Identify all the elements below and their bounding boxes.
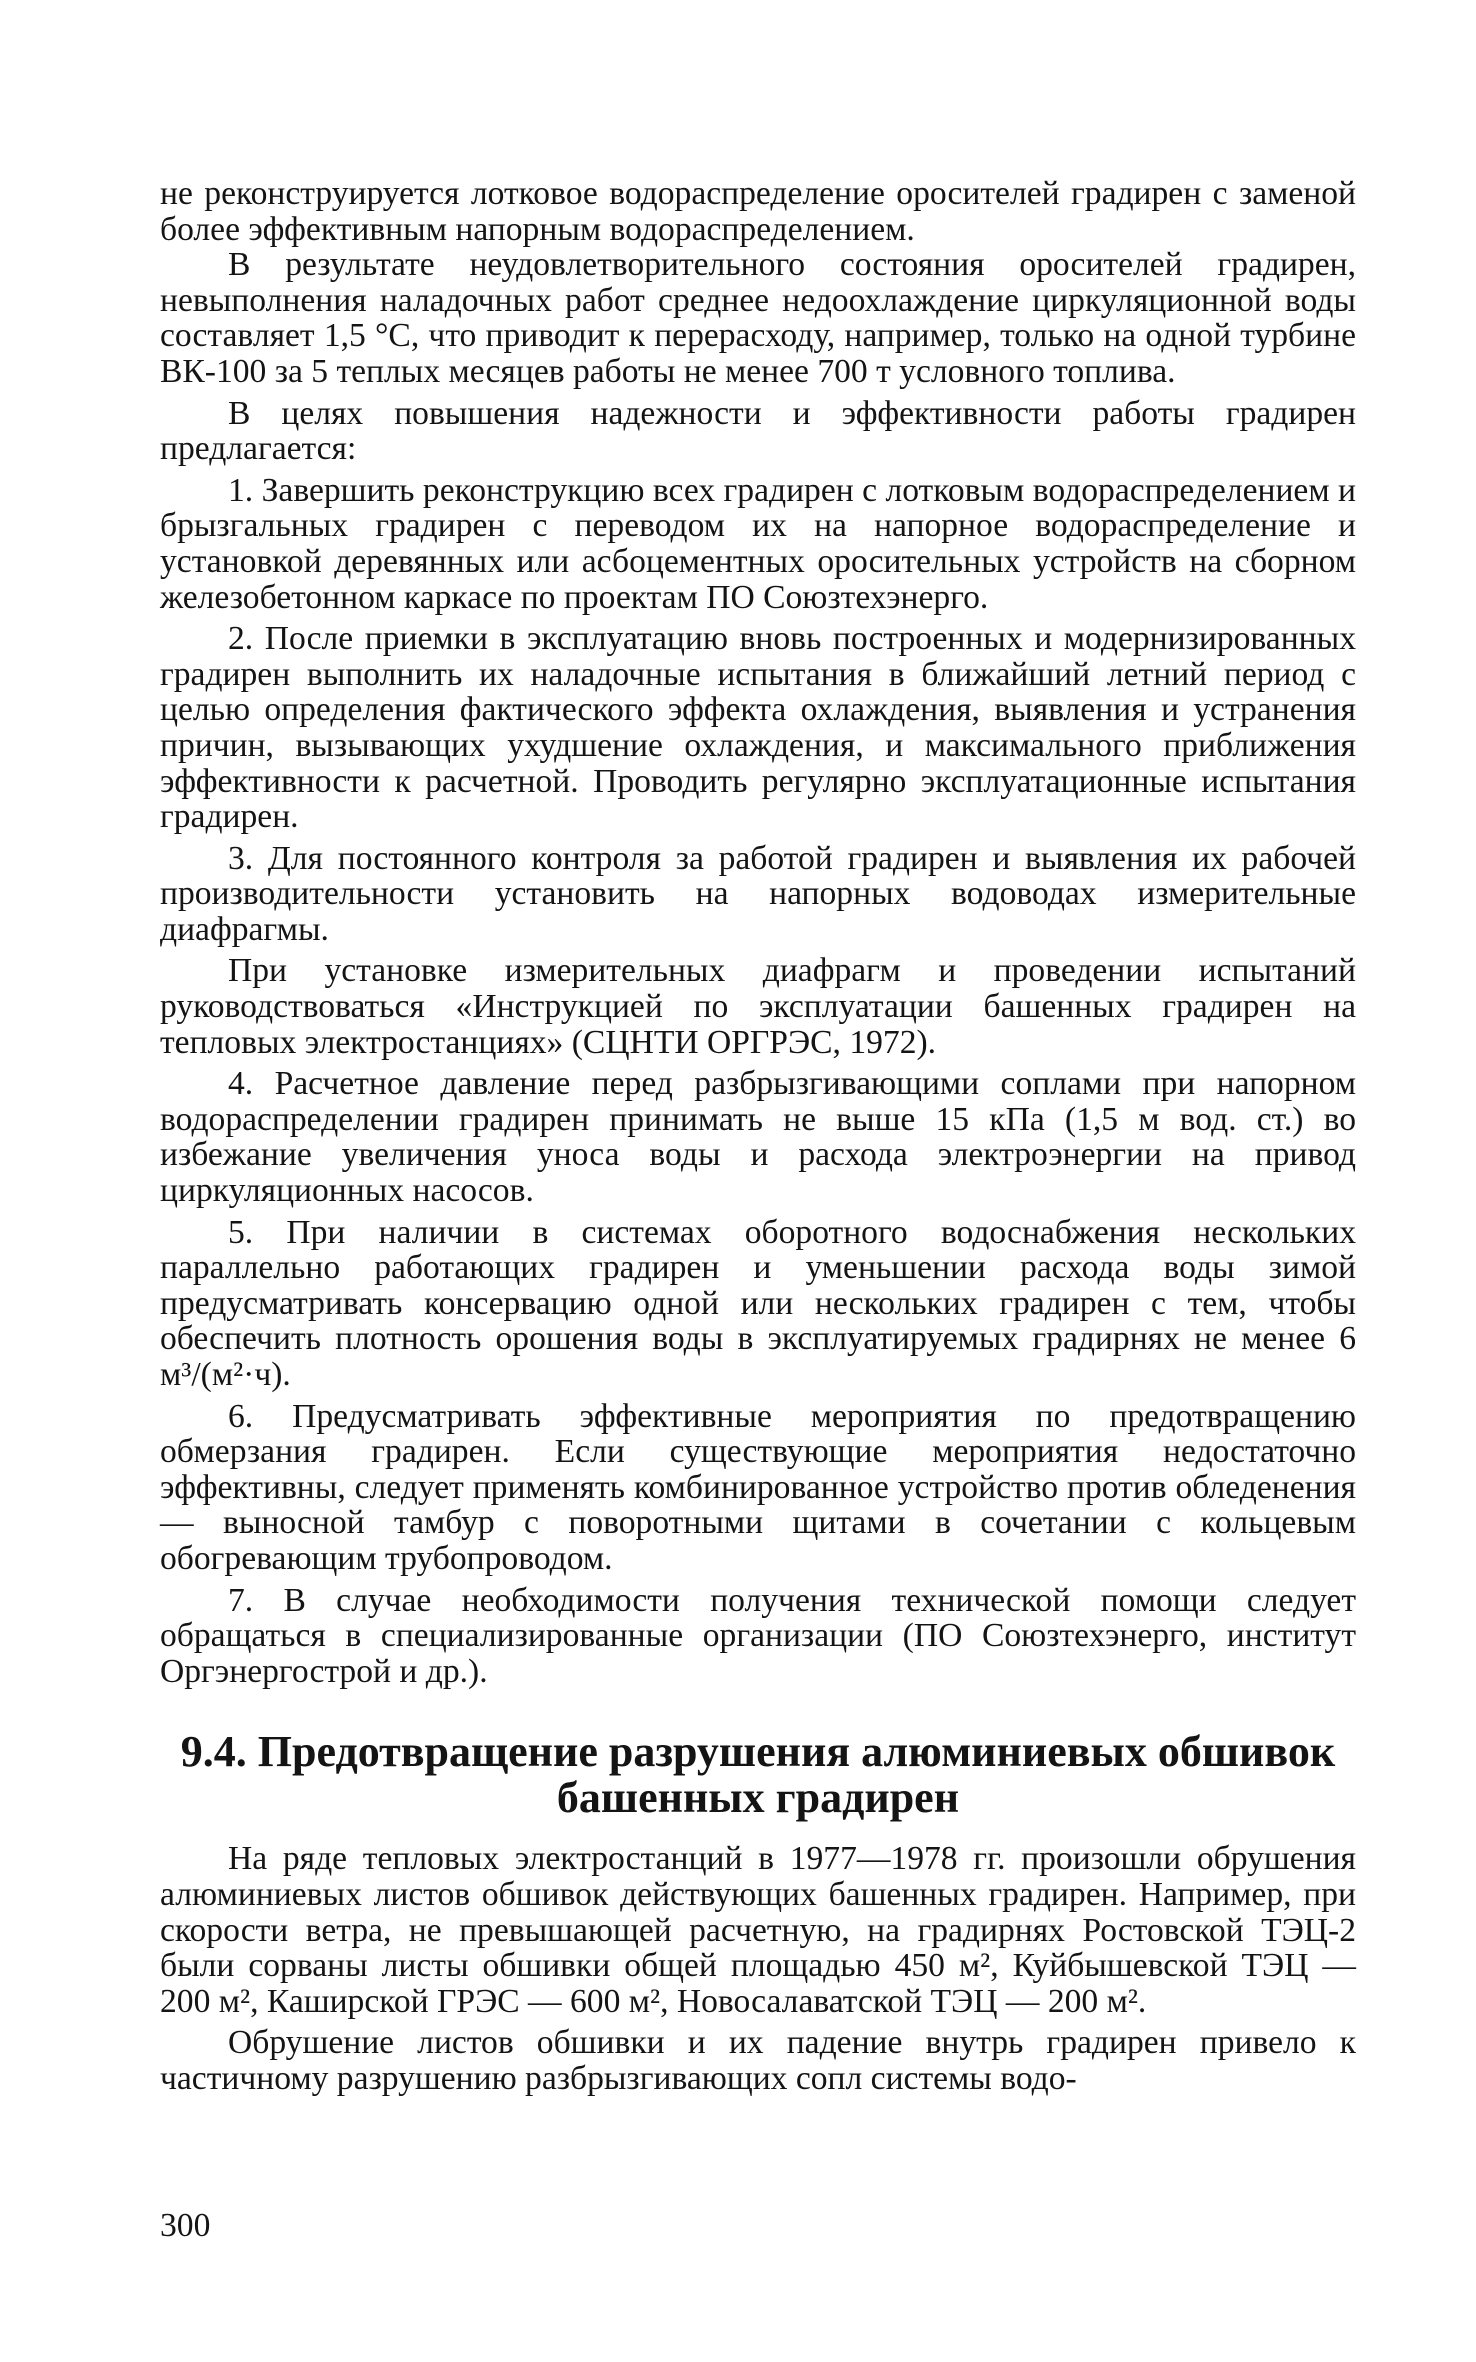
- paragraph-collapses: На ряде тепловых электростанций в 1977—1978 гг. произошли обрушения алюминиевых листов обшивок действующих башенных градирен. Например, при скорости ветра, не превышающей расчетную, на градирнях Ростовской ТЭЦ-2 были сорваны листы обшивки общей площадью 450 м², Куйбышевской ТЭЦ — 200 м², Каширской ГРЭС — 600 м², Новосалаватской ТЭЦ — 200 м².: [160, 1840, 1356, 2020]
- list-item-3: 3. Для постоянного контроля за работой градирен и выявления их рабочей производительности установить на напорных водоводах измерительные диафрагмы.: [160, 839, 1356, 948]
- list-item-5: 5. При наличии в системах оборотного водоснабжения нескольких параллельно работающих градирен и уменьшении расхода воды зимой предусматривать консервацию одной или нескольких градирен с тем, чтобы обеспечить плотность орошения воды в эксплуатируемых градирнях не менее 6 м³/(м²·ч).: [160, 1213, 1356, 1393]
- section-heading: [160, 1729, 1356, 1821]
- paragraph-consequences: Обрушение листов обшивки и их падение внутрь градирен привело к частичному разрушению разбрызгивающих сопл системы водо-: [160, 2024, 1356, 2097]
- paragraph-instruction-reference: При установке измерительных диафрагм и проведении испытаний руководствоваться «Инструкцией по эксплуатации башенных градирен на тепловых электростанциях» (СЦНТИ ОРГРЭС, 1972).: [160, 952, 1356, 1061]
- document-page: [160, 176, 1356, 2097]
- page-number: 300: [160, 2207, 211, 2244]
- section-title-line-2: башенных градирен: [556, 1773, 960, 1823]
- list-item-7: 7. В случае необходимости получения технической помощи следует обращаться в специализированные организации (ПО Союзтехэнерго, институт Оргэнергострой и др.).: [160, 1581, 1356, 1690]
- list-item-1: 1. Завершить реконструкцию всех градирен с лотковым водораспределением и брызгальных градирен с переводом их на напорное водораспределение и установкой деревянных или асбоцементных оросительных устройств на сборном железобетонном каркасе по проектам ПО Союзтехэнерго.: [160, 471, 1356, 616]
- paragraph-continuation: не реконструируется лотковое водораспределение оросителей градирен с заменой более эффективным напорным водораспределением.: [160, 175, 1356, 248]
- paragraph-undercooling: В результате неудовлетворительного состояния оросителей градирен, невыполнения наладочных работ среднее недоохлаждение циркуляционной воды составляет 1,5 °С, что приводит к перерасходу, например, только на одной турбине ВК-100 за 5 теплых месяцев работы не менее 700 т условного топлива.: [160, 246, 1356, 390]
- list-item-6: 6. Предусматривать эффективные мероприятия по предотвращению обмерзания градирен. Если существующие мероприятия недостаточно эффективны, следует применять комбинированное устройство против обледенения — выносной тамбур с поворотными щитами в сочетании с кольцевым обогревающим трубопроводом.: [160, 1397, 1356, 1577]
- list-item-2: 2. После приемки в эксплуатацию вновь построенных и модернизированных градирен выполнить их наладочные испытания в ближайший летний период с целью определения фактического эффекта охлаждения, выявления и устранения причин, вызывающих ухудшение охлаждения, и максимального приближения эффективности к расчетной. Проводить регулярно эксплуатационные испытания градирен.: [160, 620, 1356, 836]
- list-item-4: 4. Расчетное давление перед разбрызгивающими соплами при напорном водораспределении градирен принимать не выше 15 кПа (1,5 м вод. ст.) во избежание увеличения уноса воды и расхода электроэнергии на привод циркуляционных насосов.: [160, 1065, 1356, 1210]
- section-title-line-1: 9.4. Предотвращение разрушения алюминиевых обшивок: [180, 1727, 1336, 1777]
- paragraph-proposals-intro: В целях повышения надежности и эффективности работы градирен предлагается:: [160, 394, 1356, 468]
